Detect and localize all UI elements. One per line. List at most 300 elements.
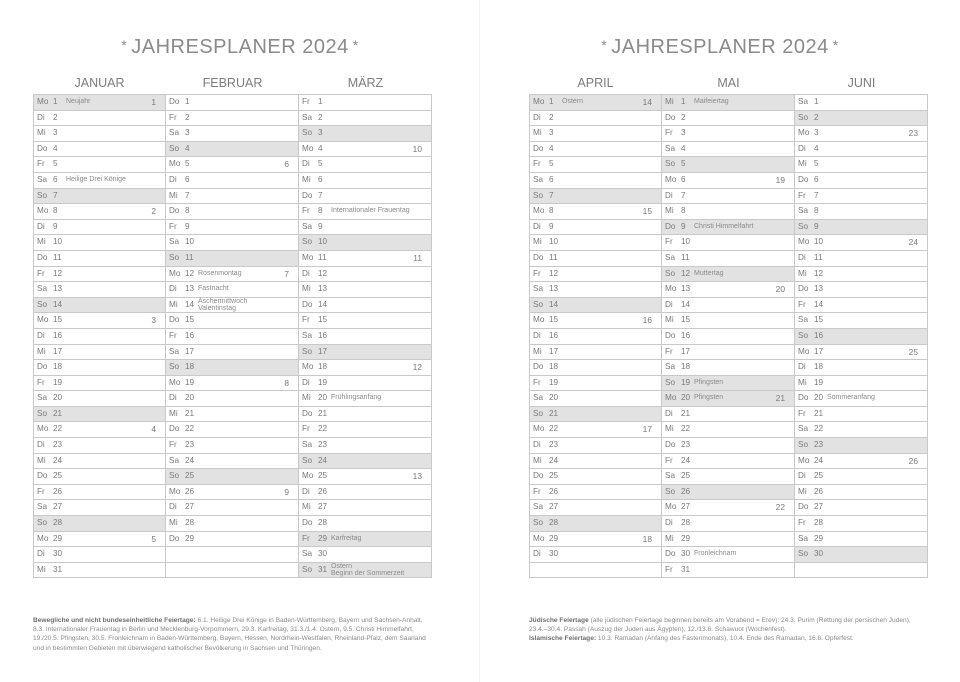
- week-number: 8: [284, 377, 289, 388]
- day-number: 7: [318, 190, 323, 200]
- day-row: [530, 360, 661, 376]
- weekday: Do: [533, 252, 544, 262]
- day-row: [299, 235, 431, 251]
- weekday: Di: [533, 112, 541, 122]
- day-number: 29: [318, 533, 328, 543]
- weekday: Do: [665, 549, 676, 559]
- day-row: [662, 547, 794, 563]
- week-number: 17: [642, 424, 652, 435]
- day-number: 12: [814, 268, 824, 278]
- day-list: [795, 94, 928, 578]
- weekday: Di: [169, 502, 177, 512]
- week-number: 14: [642, 97, 652, 107]
- week-number: 24: [908, 237, 918, 248]
- holiday-label: [694, 220, 754, 235]
- day-row: [299, 111, 431, 127]
- weekday: Sa: [169, 237, 180, 247]
- day-row: [662, 267, 794, 283]
- weekday: So: [37, 299, 48, 309]
- day-number: 15: [549, 315, 559, 325]
- day-row: [166, 376, 298, 392]
- weekday: So: [169, 252, 180, 262]
- day-row: [34, 516, 165, 532]
- day-number: 13: [681, 284, 691, 294]
- day-row: [34, 345, 165, 361]
- day-row: [795, 500, 927, 516]
- weekday: Di: [37, 330, 45, 340]
- holiday-name: Heilige Drei Könige: [66, 175, 126, 183]
- weekday: Mi: [798, 486, 807, 496]
- holiday-label: [694, 547, 736, 562]
- week-number: 25: [908, 346, 918, 357]
- day-row: [795, 360, 927, 376]
- day-number: 14: [681, 299, 691, 309]
- day-row: [795, 469, 927, 485]
- day-number: 18: [53, 362, 63, 372]
- week-number: 9: [284, 486, 289, 497]
- day-row: [166, 267, 298, 283]
- weekday: Mo: [798, 237, 810, 247]
- month-column: [795, 72, 928, 578]
- week-number: 5: [151, 533, 156, 544]
- weekday: Sa: [169, 455, 180, 465]
- day-number: 27: [814, 502, 824, 512]
- day-number: 27: [53, 502, 63, 512]
- weekday: Mo: [302, 362, 314, 372]
- holiday-name: Pfingsten: [694, 394, 724, 402]
- day-row: [530, 329, 661, 345]
- day-number: 8: [53, 206, 58, 216]
- weekday: Sa: [37, 502, 48, 512]
- weekday: So: [798, 330, 809, 340]
- day-row: [34, 313, 165, 329]
- weekday: Di: [798, 471, 806, 481]
- day-row: [299, 500, 431, 516]
- day-list: [662, 94, 795, 578]
- week-number: 19: [775, 174, 785, 185]
- day-row: [34, 173, 165, 189]
- day-row: [795, 345, 927, 361]
- day-number: 21: [318, 408, 328, 418]
- week-number: 1: [151, 97, 156, 107]
- day-number: 22: [549, 424, 559, 434]
- weekday: Di: [37, 440, 45, 450]
- day-number: 31: [53, 564, 63, 574]
- weekday: Di: [169, 174, 177, 184]
- day-row: [34, 157, 165, 173]
- day-row: [34, 407, 165, 423]
- day-row: [530, 454, 661, 470]
- weekday: Mo: [533, 97, 545, 106]
- calendar-grid: [529, 72, 928, 578]
- holiday-label: [331, 204, 410, 219]
- week-number: 18: [642, 533, 652, 544]
- weekday: Sa: [37, 174, 48, 184]
- holiday-name: Fastnacht: [198, 285, 229, 293]
- star-icon: *: [832, 37, 839, 53]
- day-number: 5: [814, 159, 819, 169]
- day-row: [662, 111, 794, 127]
- weekday: So: [798, 549, 809, 559]
- weekday: Mo: [302, 252, 314, 262]
- weekday: Do: [169, 533, 180, 543]
- month-column: [166, 72, 299, 578]
- week-number: 15: [642, 206, 652, 217]
- day-row: [299, 204, 431, 220]
- day-row: [795, 532, 927, 548]
- day-number: 24: [53, 455, 63, 465]
- day-number: 9: [318, 221, 323, 231]
- day-number: 15: [318, 315, 328, 325]
- holiday-note-heading: Bewegliche und nicht bundeseinheitliche Feiertage:: [33, 617, 196, 624]
- day-number: 12: [318, 268, 328, 278]
- day-row: [34, 282, 165, 298]
- weekday: Do: [169, 97, 180, 106]
- day-number: 14: [53, 299, 63, 309]
- weekday: Do: [665, 112, 676, 122]
- weekday: Di: [798, 143, 806, 153]
- weekday: Sa: [533, 174, 544, 184]
- day-list: [299, 94, 432, 578]
- weekday: Fr: [302, 424, 310, 434]
- weekday: So: [665, 268, 676, 278]
- weekday: Mi: [37, 564, 46, 574]
- empty-day-row: [795, 563, 927, 579]
- day-row: [34, 563, 165, 579]
- day-row: [166, 235, 298, 251]
- weekday: Fr: [533, 486, 541, 496]
- day-number: 7: [814, 190, 819, 200]
- day-row: [530, 485, 661, 501]
- day-row: [299, 345, 431, 361]
- day-number: 23: [185, 440, 195, 450]
- day-number: 1: [549, 97, 554, 106]
- day-number: 23: [53, 440, 63, 450]
- day-row: [299, 376, 431, 392]
- day-row: [34, 142, 165, 158]
- weekday: Do: [665, 330, 676, 340]
- day-row: [34, 485, 165, 501]
- day-number: 15: [185, 315, 195, 325]
- weekday: Mi: [37, 128, 46, 138]
- day-number: 9: [549, 221, 554, 231]
- weekday: So: [169, 471, 180, 481]
- day-number: 22: [318, 424, 328, 434]
- day-number: 20: [681, 393, 691, 403]
- month-name: FEBRUAR: [202, 76, 263, 90]
- day-row: [795, 547, 927, 563]
- day-row: [166, 298, 298, 314]
- holiday-name: Pfingsten: [694, 378, 724, 386]
- day-number: 5: [681, 159, 686, 169]
- holiday-name: Sommeranfang: [827, 394, 875, 402]
- day-number: 3: [53, 128, 58, 138]
- right-page: [480, 0, 960, 682]
- day-number: 6: [814, 174, 819, 184]
- weekday: Mo: [798, 346, 810, 356]
- jewish-holidays-text: (alle jüdischen Feiertage beginnen bereits am Vorabend = Erev): 24.3. Purim (Rettung der persischen Juden), 23.4.–30.4. Passah (Auszug der Juden aus Ägypten), 12./13.6. Schawuot (Wochenfest).: [529, 617, 911, 634]
- weekday: Mi: [37, 455, 46, 465]
- day-row: [299, 407, 431, 423]
- day-row: [166, 329, 298, 345]
- day-number: 21: [53, 408, 63, 418]
- weekday: Di: [37, 221, 45, 231]
- day-row: [795, 204, 927, 220]
- weekday: Fr: [798, 408, 806, 418]
- weekday: Mi: [665, 97, 674, 106]
- star-icon: *: [121, 37, 128, 53]
- day-number: 14: [185, 299, 195, 309]
- day-row: [530, 95, 661, 111]
- day-row: [795, 329, 927, 345]
- day-number: 26: [318, 486, 328, 496]
- weekday: Mo: [169, 159, 181, 169]
- weekday: Sa: [798, 424, 809, 434]
- weekday: Di: [37, 112, 45, 122]
- page-title-text: JAHRESPLANER 2024: [611, 36, 829, 58]
- day-number: 28: [185, 518, 195, 528]
- week-number: 10: [412, 143, 422, 154]
- day-number: 13: [53, 284, 63, 294]
- day-row: [530, 173, 661, 189]
- day-number: 27: [185, 502, 195, 512]
- day-row: [662, 189, 794, 205]
- day-number: 24: [549, 455, 559, 465]
- day-number: 10: [53, 237, 63, 247]
- holiday-name: Aschermittwoch: [198, 298, 248, 306]
- weekday: Mi: [37, 237, 46, 247]
- day-row: [166, 516, 298, 532]
- day-number: 29: [814, 533, 824, 543]
- weekday: Mi: [533, 455, 542, 465]
- day-row: [662, 563, 794, 579]
- day-number: 8: [185, 206, 190, 216]
- weekday: Sa: [798, 533, 809, 543]
- day-number: 23: [681, 440, 691, 450]
- weekday: Mo: [37, 533, 49, 543]
- weekday: So: [302, 128, 313, 138]
- day-row: [34, 220, 165, 236]
- day-row: [795, 422, 927, 438]
- day-row: [530, 157, 661, 173]
- weekday: Fr: [798, 190, 806, 200]
- day-number: 23: [549, 440, 559, 450]
- weekday: So: [169, 362, 180, 372]
- day-number: 26: [549, 486, 559, 496]
- holiday-note: [529, 616, 929, 644]
- day-row: [530, 220, 661, 236]
- day-row: [662, 500, 794, 516]
- day-number: 24: [318, 455, 328, 465]
- holiday-label: [331, 563, 404, 577]
- weekday: Sa: [302, 112, 313, 122]
- day-number: 10: [318, 237, 328, 247]
- day-number: 11: [53, 252, 62, 262]
- day-row: [795, 282, 927, 298]
- weekday: Fr: [37, 268, 45, 278]
- day-number: 13: [185, 284, 195, 294]
- day-row: [662, 329, 794, 345]
- weekday: Fr: [665, 564, 673, 574]
- day-row: [795, 126, 927, 142]
- day-number: 16: [53, 330, 63, 340]
- weekday: So: [798, 112, 809, 122]
- day-row: [662, 220, 794, 236]
- weekday: So: [665, 159, 676, 169]
- weekday: Mo: [533, 206, 545, 216]
- day-row: [299, 95, 431, 111]
- calendar-grid: [33, 72, 432, 578]
- day-row: [530, 111, 661, 127]
- day-number: 25: [185, 471, 195, 481]
- day-number: 16: [185, 330, 195, 340]
- weekday: Di: [533, 549, 541, 559]
- weekday: Mi: [798, 159, 807, 169]
- day-number: 12: [549, 268, 559, 278]
- weekday: Mi: [665, 206, 674, 216]
- day-row: [530, 469, 661, 485]
- day-row: [299, 189, 431, 205]
- holiday-name: Karfreitag: [331, 534, 362, 542]
- day-number: 6: [318, 174, 323, 184]
- day-row: [530, 298, 661, 314]
- day-number: 21: [681, 408, 691, 418]
- day-row: [795, 313, 927, 329]
- day-number: 26: [53, 486, 63, 496]
- weekday: Mo: [665, 502, 677, 512]
- day-row: [299, 391, 431, 407]
- day-row: [299, 454, 431, 470]
- day-number: 27: [681, 502, 691, 512]
- weekday: So: [665, 486, 676, 496]
- day-row: [662, 407, 794, 423]
- day-number: 21: [185, 408, 195, 418]
- day-number: 5: [185, 159, 190, 169]
- day-row: [299, 142, 431, 158]
- day-row: [662, 485, 794, 501]
- weekday: Mo: [37, 424, 49, 434]
- day-row: [795, 173, 927, 189]
- day-number: 19: [549, 377, 559, 387]
- day-row: [166, 454, 298, 470]
- weekday: Sa: [169, 346, 180, 356]
- day-row: [166, 407, 298, 423]
- day-number: 25: [549, 471, 559, 481]
- empty-day-row: [166, 563, 298, 579]
- weekday: So: [302, 564, 313, 574]
- weekday: Do: [169, 424, 180, 434]
- day-number: 30: [549, 549, 559, 559]
- weekday: So: [533, 518, 544, 528]
- week-number: 4: [151, 424, 156, 435]
- day-number: 25: [681, 471, 691, 481]
- weekday: So: [665, 377, 676, 387]
- weekday: Sa: [798, 315, 809, 325]
- weekday: Fr: [798, 299, 806, 309]
- day-number: 17: [814, 346, 824, 356]
- day-number: 3: [318, 128, 323, 138]
- day-row: [166, 422, 298, 438]
- day-row: [34, 111, 165, 127]
- weekday: Fr: [665, 128, 673, 138]
- weekday: Do: [169, 315, 180, 325]
- holiday-note: [33, 616, 433, 653]
- week-number: 2: [151, 206, 156, 217]
- day-row: [34, 500, 165, 516]
- day-row: [795, 95, 927, 111]
- day-number: 11: [681, 252, 690, 262]
- weekday: Di: [798, 362, 806, 372]
- day-number: 22: [53, 424, 63, 434]
- day-row: [662, 376, 794, 392]
- week-number: 7: [284, 268, 289, 279]
- day-number: 1: [53, 97, 58, 106]
- day-row: [662, 95, 794, 111]
- day-row: [299, 532, 431, 548]
- day-number: 14: [549, 299, 559, 309]
- day-row: [795, 438, 927, 454]
- day-row: [530, 313, 661, 329]
- day-number: 18: [549, 362, 559, 372]
- star-icon: *: [352, 37, 359, 53]
- day-row: [166, 142, 298, 158]
- week-number: 21: [775, 393, 785, 404]
- weekday: Mo: [169, 486, 181, 496]
- weekday: Mo: [169, 377, 181, 387]
- weekday: Di: [533, 221, 541, 231]
- day-row: [662, 391, 794, 407]
- day-number: 29: [185, 533, 195, 543]
- day-number: 7: [185, 190, 190, 200]
- day-row: [530, 422, 661, 438]
- day-row: [166, 189, 298, 205]
- day-number: 30: [814, 549, 824, 559]
- weekday: So: [169, 143, 180, 153]
- holiday-label: [198, 298, 247, 312]
- day-row: [530, 282, 661, 298]
- month-name: JUNI: [847, 76, 876, 90]
- holiday-name-secondary: Beginn der Sommerzeit: [331, 570, 405, 578]
- day-row: [795, 251, 927, 267]
- day-number: 5: [549, 159, 554, 169]
- day-row: [795, 267, 927, 283]
- weekday: Do: [37, 143, 48, 153]
- month-column: [662, 72, 795, 578]
- day-number: 31: [318, 564, 328, 574]
- day-number: 18: [681, 362, 691, 372]
- day-number: 16: [318, 330, 328, 340]
- day-number: 3: [681, 128, 686, 138]
- weekday: Mo: [37, 97, 49, 106]
- week-number: 22: [775, 502, 785, 513]
- day-number: 13: [318, 284, 328, 294]
- weekday: Sa: [302, 440, 313, 450]
- weekday: Mo: [665, 284, 677, 294]
- day-number: 28: [549, 518, 559, 528]
- weekday: So: [533, 299, 544, 309]
- day-number: 8: [549, 206, 554, 216]
- day-row: [299, 563, 431, 579]
- day-row: [34, 360, 165, 376]
- weekday: Fr: [37, 159, 45, 169]
- day-number: 5: [53, 159, 58, 169]
- weekday: Mi: [302, 174, 311, 184]
- holiday-name: Rosenmontag: [198, 269, 242, 277]
- day-row: [299, 251, 431, 267]
- day-row: [530, 547, 661, 563]
- weekday: Mi: [169, 518, 178, 528]
- day-number: 27: [318, 502, 328, 512]
